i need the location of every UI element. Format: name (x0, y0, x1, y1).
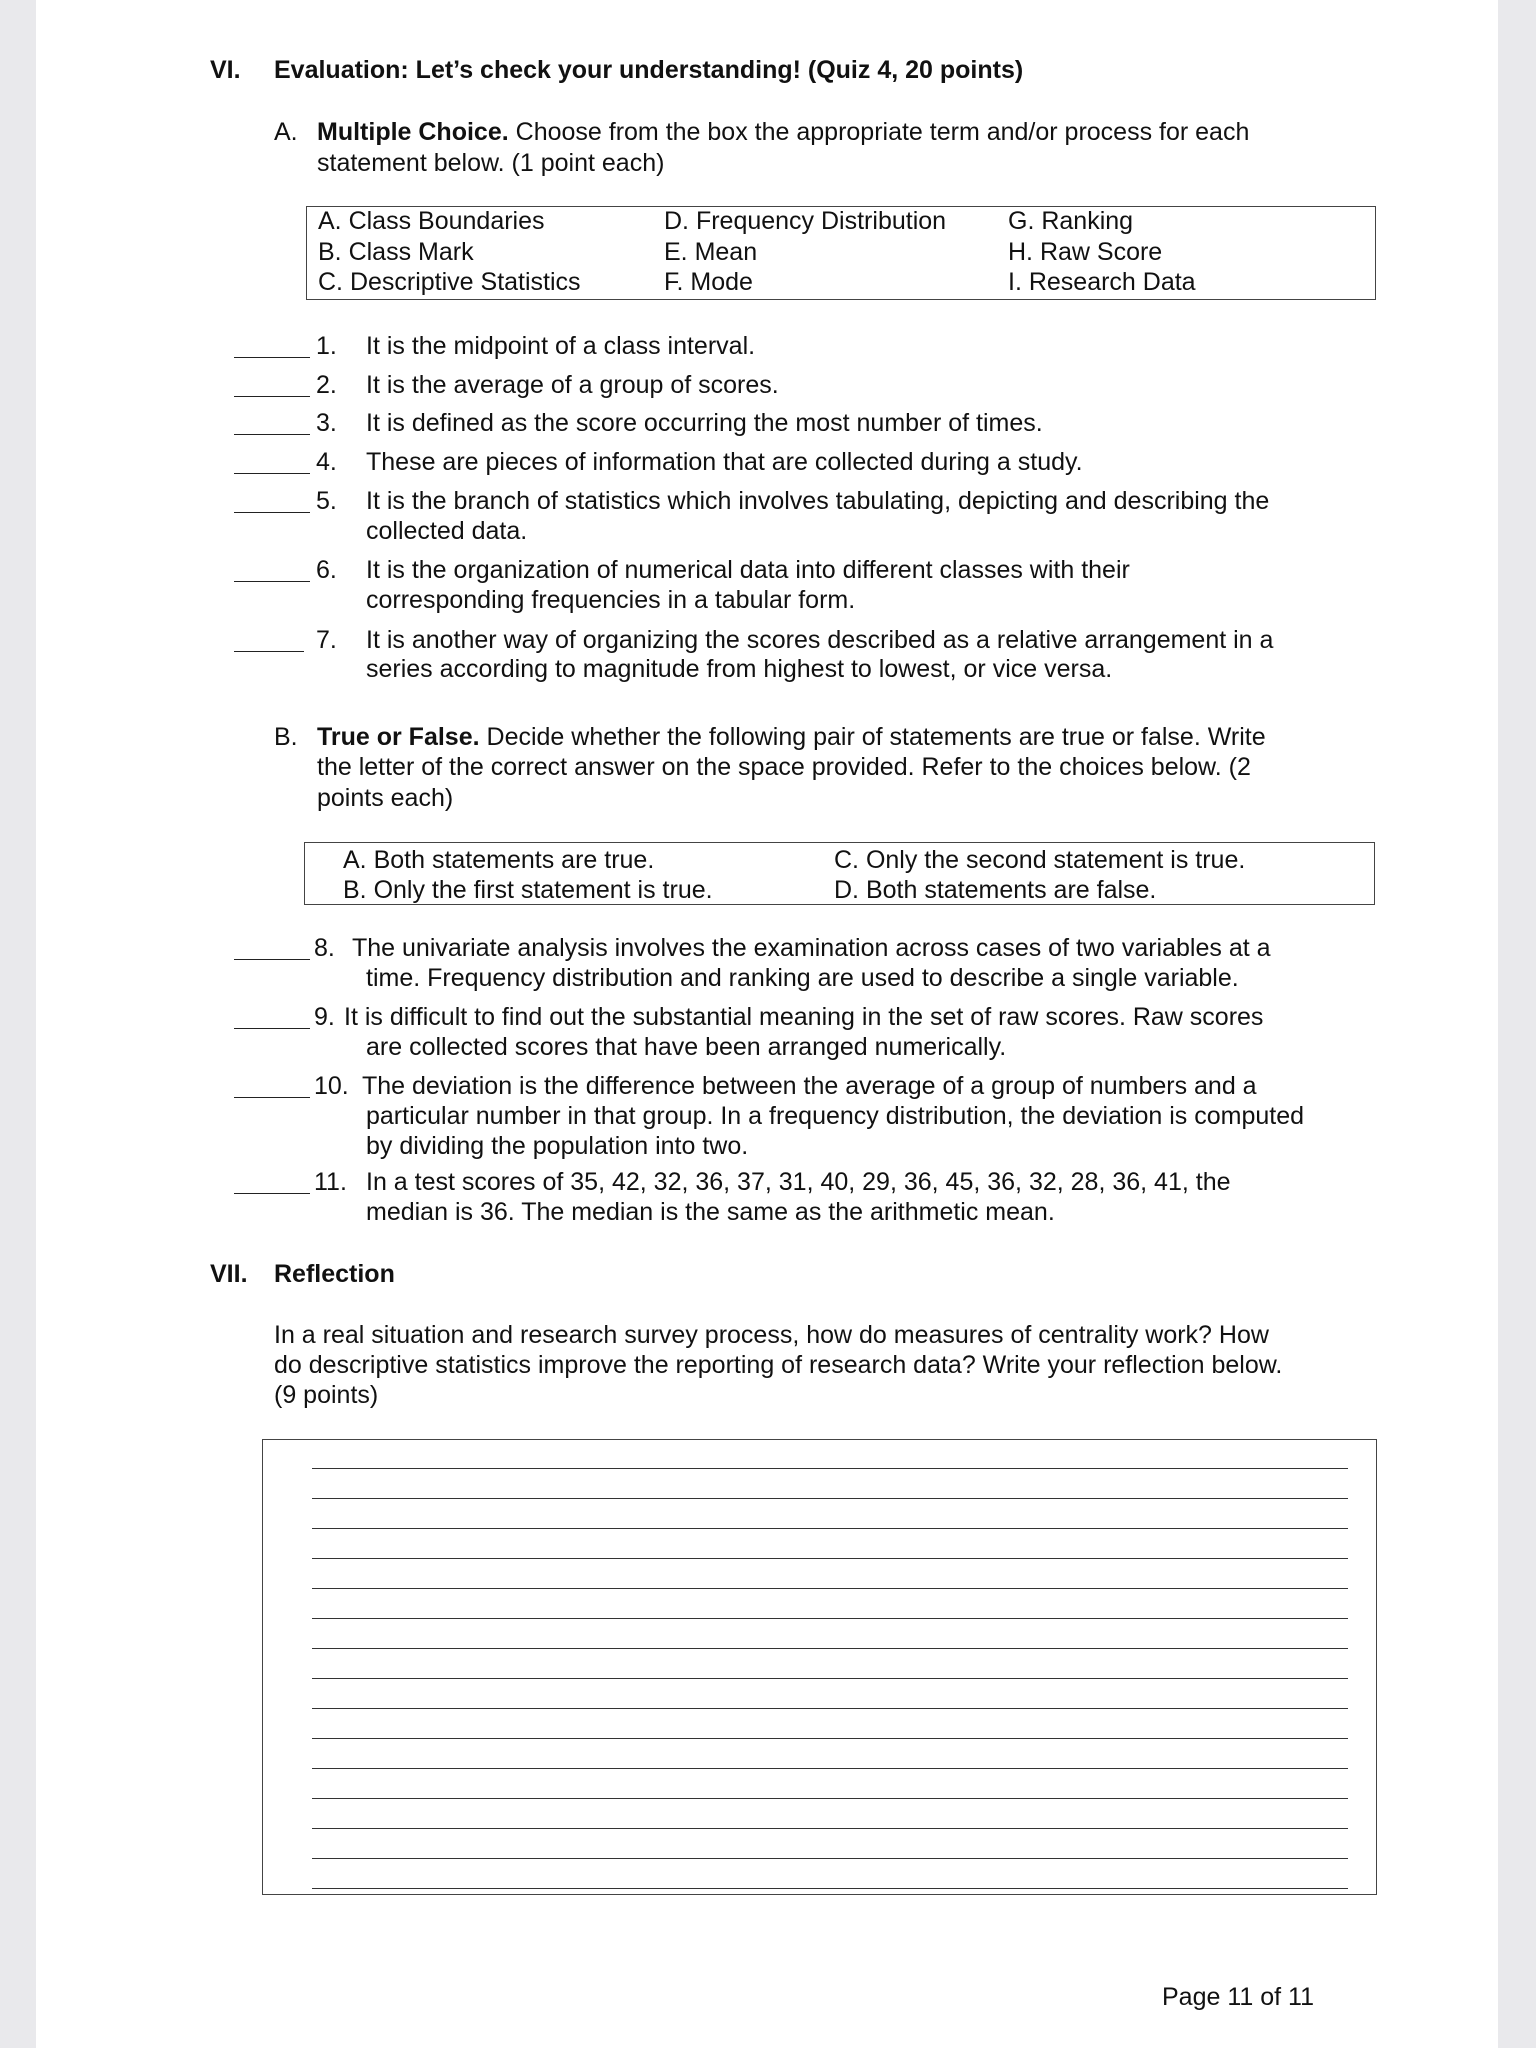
part-b-instruction-line3: points each) (317, 784, 454, 812)
reflection-line (312, 1888, 1348, 1889)
choice-i: I. Research Data (1008, 268, 1196, 296)
reflection-box[interactable] (262, 1439, 1377, 1895)
worksheet-page (36, 0, 1498, 2048)
section-numeral-vii: VII. (210, 1260, 248, 1288)
part-b-instruction-line2: the letter of the correct answer on the space provided. Refer to the choices below. (2 (317, 753, 1251, 781)
part-b-heading: True or False. (317, 723, 480, 751)
reflection-line (312, 1738, 1348, 1739)
tf-choice-d: D. Both statements are false. (834, 876, 1157, 904)
item-text-11-line2: median is 36. The median is the same as the arithmetic mean. (366, 1198, 1055, 1226)
item-number-11: 11. (314, 1168, 347, 1196)
choice-d: D. Frequency Distribution (664, 207, 947, 235)
answer-blank-3[interactable] (234, 434, 310, 435)
answer-blank-9[interactable] (234, 1028, 310, 1029)
answer-blank-1[interactable] (234, 357, 310, 358)
item-number-4: 4. (316, 448, 337, 476)
reflection-line (312, 1498, 1348, 1499)
reflection-line (312, 1858, 1348, 1859)
item-number-1: 1. (316, 332, 337, 360)
reflection-prompt-line3: (9 points) (274, 1381, 379, 1409)
answer-blank-6[interactable] (234, 581, 310, 582)
choice-c: C. Descriptive Statistics (318, 268, 581, 296)
answer-blank-8[interactable] (234, 959, 310, 960)
item-number-9: 9. (314, 1003, 335, 1031)
item-text-9-line1: It is difficult to find out the substantial meaning in the set of raw scores. Raw scores (344, 1003, 1264, 1031)
reflection-prompt-line2: do descriptive statistics improve the reporting of research data? Write your reflection below. (274, 1351, 1283, 1379)
item-text-5-line1: It is the branch of statistics which involves tabulating, depicting and describing the (366, 487, 1270, 515)
part-b-letter: B. (274, 723, 298, 751)
section-title-evaluation: Evaluation: Let’s check your understanding! (Quiz 4, 20 points) (274, 56, 1024, 84)
answer-blank-5[interactable] (234, 512, 310, 513)
item-text-8-line2: time. Frequency distribution and ranking are used to describe a single variable. (366, 964, 1239, 992)
reflection-line (312, 1828, 1348, 1829)
reflection-line (312, 1618, 1348, 1619)
reflection-line (312, 1648, 1348, 1649)
choice-e: E. Mean (664, 238, 758, 266)
choice-g: G. Ranking (1008, 207, 1134, 235)
item-text-10-line1: The deviation is the difference between the average of a group of numbers and a (362, 1072, 1257, 1100)
item-number-2: 2. (316, 371, 337, 399)
item-text-8-line1: The univariate analysis involves the examination across cases of two variables at a (352, 934, 1271, 962)
answer-blank-7[interactable] (234, 651, 304, 652)
choice-b: B. Class Mark (318, 238, 474, 266)
answer-blank-10[interactable] (234, 1097, 310, 1098)
reflection-line (312, 1708, 1348, 1709)
part-a-instruction-line1: Choose from the box the appropriate term and/or process for each (515, 118, 1250, 146)
part-b-instructions (317, 722, 1266, 752)
item-number-7: 7. (316, 626, 337, 654)
part-a-letter: A. (274, 118, 298, 146)
reflection-line (312, 1798, 1348, 1799)
answer-blank-2[interactable] (234, 396, 310, 397)
item-text-7-line2: series according to magnitude from highest to lowest, or vice versa. (366, 655, 1113, 683)
item-number-6: 6. (316, 556, 337, 584)
item-text-9-line2: are collected scores that have been arranged numerically. (366, 1033, 1007, 1061)
choice-f: F. Mode (664, 268, 753, 296)
reflection-line (312, 1768, 1348, 1769)
item-text-5-line2: collected data. (366, 517, 528, 545)
item-text-6-line1: It is the organization of numerical data into different classes with their (366, 556, 1130, 584)
tf-choice-a: A. Both statements are true. (343, 846, 655, 874)
item-text-11-line1: In a test scores of 35, 42, 32, 36, 37, 31, 40, 29, 36, 45, 36, 32, 28, 36, 41, the (366, 1168, 1231, 1196)
answer-blank-4[interactable] (234, 473, 310, 474)
part-a-instruction-line2: statement below. (1 point each) (317, 149, 665, 177)
item-number-10: 10. (314, 1072, 349, 1100)
item-number-3: 3. (316, 409, 337, 437)
tf-choice-c: C. Only the second statement is true. (834, 846, 1246, 874)
item-text-10-line2: particular number in that group. In a frequency distribution, the deviation is computed (366, 1102, 1305, 1130)
item-text-10-line3: by dividing the population into two. (366, 1132, 749, 1160)
part-a-instructions (317, 117, 1367, 147)
tf-choice-b: B. Only the first statement is true. (343, 876, 713, 904)
item-text-1: It is the midpoint of a class interval. (366, 332, 756, 360)
part-b-instruction-line1: Decide whether the following pair of statements are true or false. Write (486, 723, 1266, 751)
item-text-6-line2: corresponding frequencies in a tabular form. (366, 586, 856, 614)
choice-h: H. Raw Score (1008, 238, 1163, 266)
part-a-heading: Multiple Choice. (317, 118, 509, 146)
page-number: Page 11 of 11 (1162, 1983, 1314, 2011)
section-title-reflection: Reflection (274, 1260, 395, 1288)
item-text-2: It is the average of a group of scores. (366, 371, 779, 399)
item-text-7-line1: It is another way of organizing the scores described as a relative arrangement in a (366, 626, 1274, 654)
item-text-4: These are pieces of information that are collected during a study. (366, 448, 1083, 476)
reflection-line (312, 1468, 1348, 1469)
reflection-prompt-line1: In a real situation and research survey process, how do measures of centrality work? How (274, 1321, 1269, 1349)
reflection-line (312, 1678, 1348, 1679)
reflection-line (312, 1528, 1348, 1529)
answer-blank-11[interactable] (234, 1193, 310, 1194)
item-number-5: 5. (316, 487, 337, 515)
choice-a: A. Class Boundaries (318, 207, 545, 235)
reflection-line (312, 1588, 1348, 1589)
section-numeral-vi: VI. (210, 56, 241, 84)
item-text-3: It is defined as the score occurring the most number of times. (366, 409, 1043, 437)
item-number-8: 8. (314, 934, 335, 962)
reflection-line (312, 1558, 1348, 1559)
